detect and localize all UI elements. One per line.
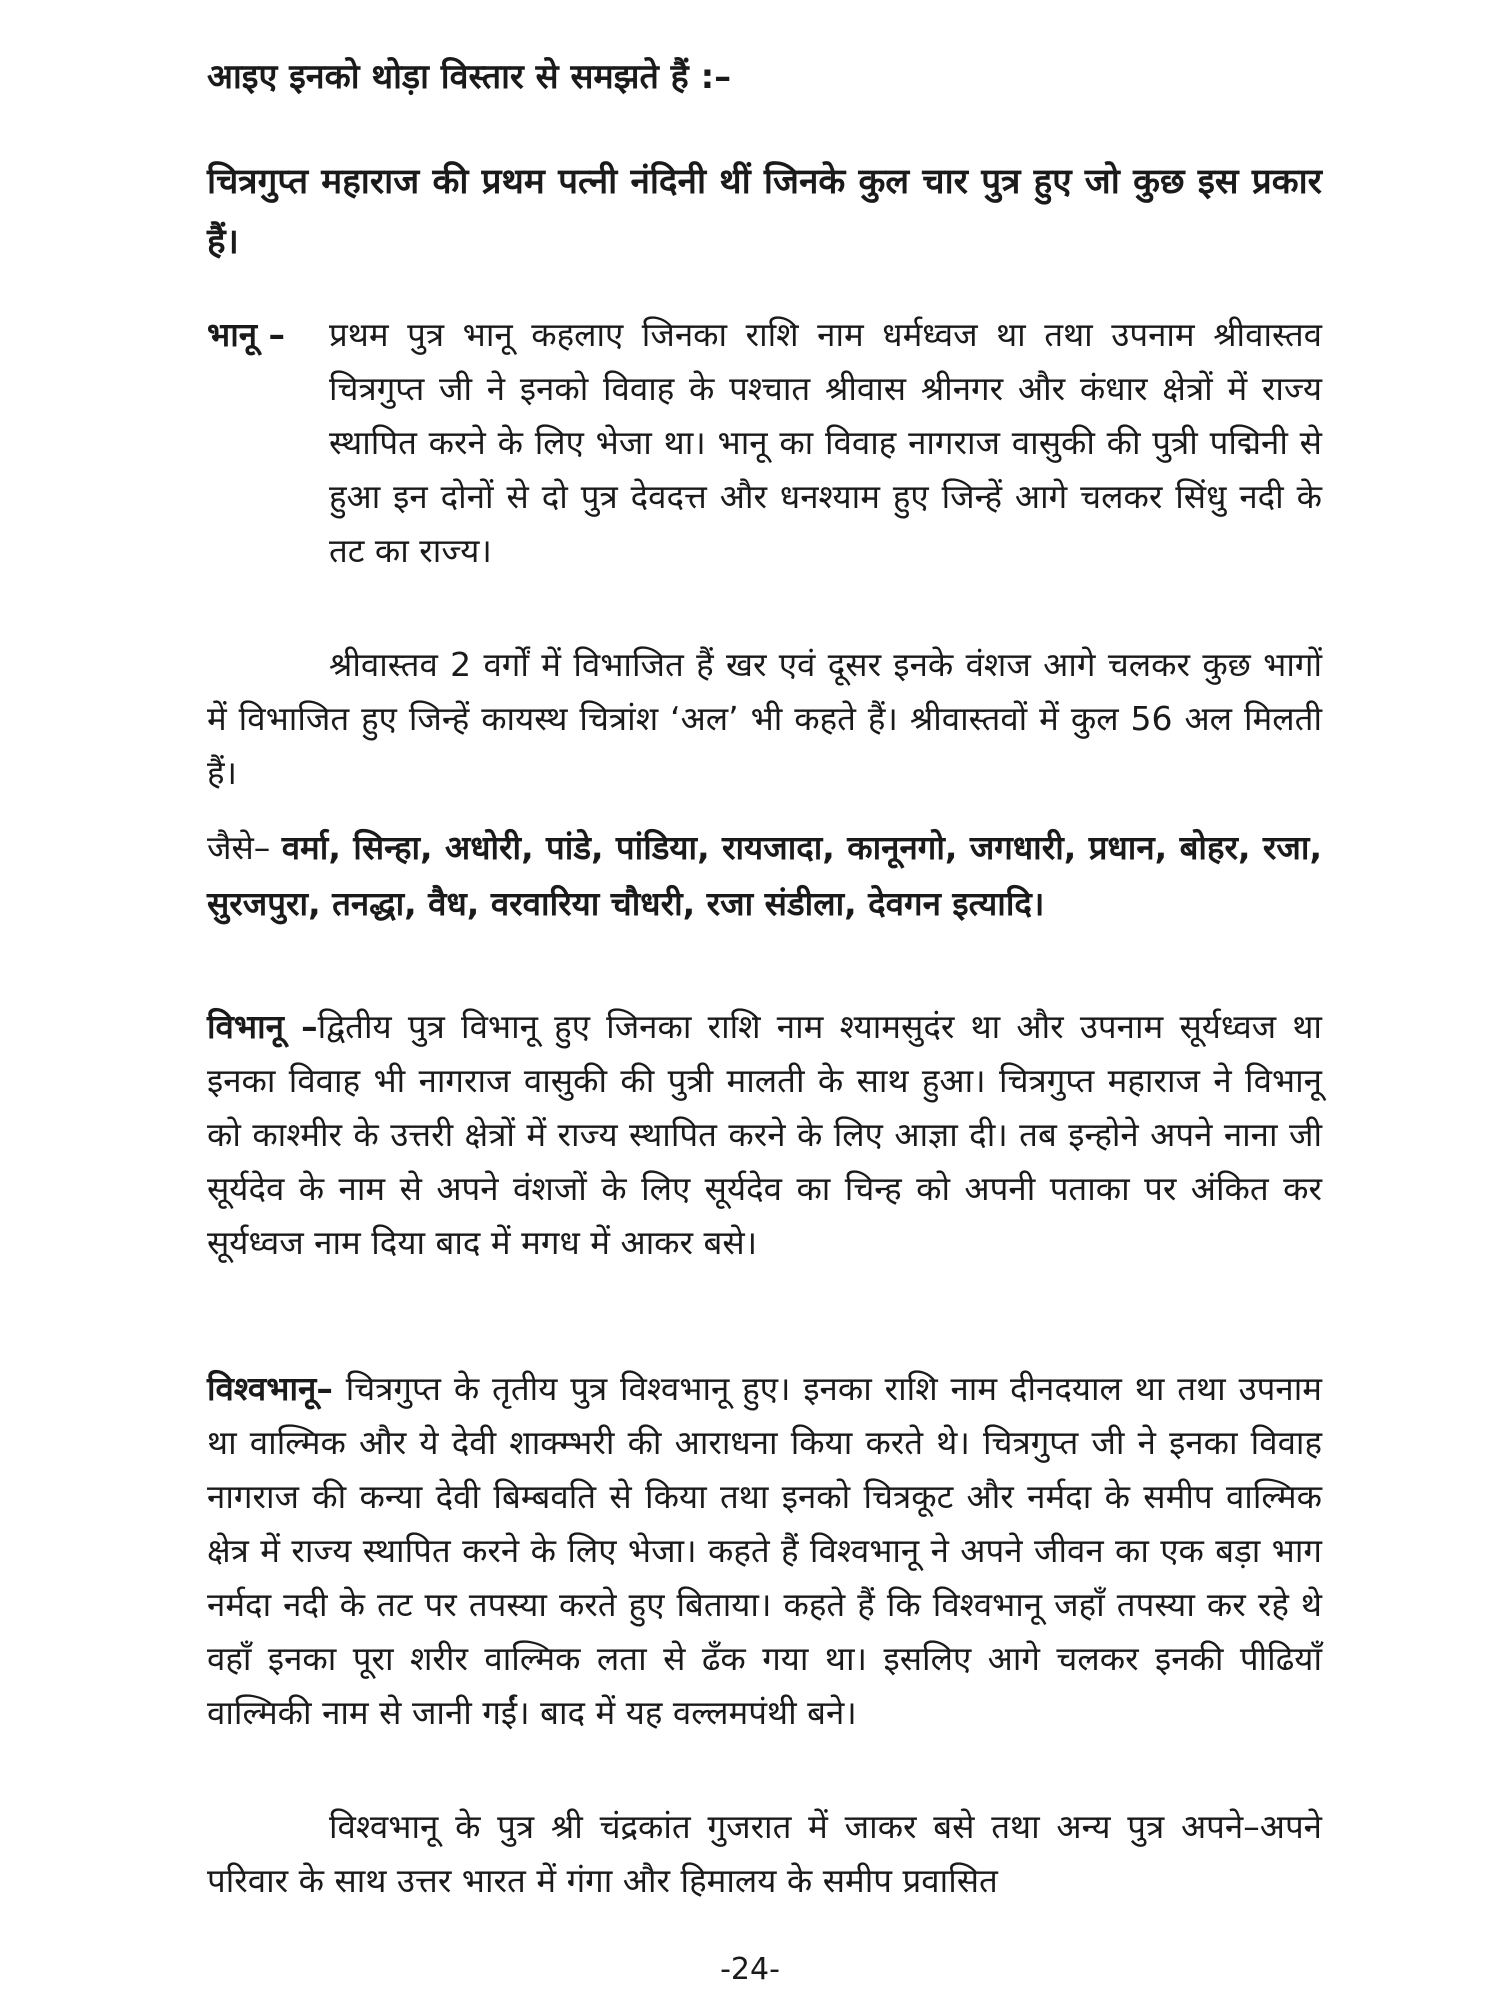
page-number: -24- — [720, 1952, 780, 1987]
vishwabhanu-section — [207, 1362, 1322, 1740]
srivastav-paragraph: श्रीवास्तव 2 वर्गों में विभाजित हैं खर एवं दूसर इनके वंशज आगे चलकर कुछ भागों में विभाजित हुए जिन्हें कायस्थ चित्रांश ‘अल’ भी कहते हैं। श्रीवास्तवों में कुल 56 अल मिलती हैं। — [207, 645, 1322, 792]
chandrakant-paragraph: विश्वभानू के पुत्र श्री चंद्रकांत गुजरात में जाकर बसे तथा अन्य पुत्र अपने–अपने परिवार के साथ उत्तर भारत में गंगा और हिमालय के समीप प्रवासित — [207, 1807, 1322, 1900]
intro-paragraph: चित्रगुप्त महाराज की प्रथम पत्नी नंदिनी थीं जिनके कुल चार पुत्र हुए जो कुछ इस प्रकार हैं। — [207, 162, 1322, 262]
section-heading: आइए इनको थोड़ा विस्तार से समझते हैं :– — [207, 57, 732, 97]
bhanu-text: प्रथम पुत्र भानू कहलाए जिनका राशि नाम धर्मध्वज था तथा उपनाम श्रीवास्तव चित्रगुप्त जी ने इनको विवाह के पश्चात श्रीवास श्रीनगर और कंधार क्षेत्रों में राज्य स्थापित करने के लिए भेजा था। भानू का विवाह नागराज वासुकी की पुत्री पद्मिनी से हुआ इन दोनों से दो पुत्र देवदत्त और धनश्याम हुए जिन्हें आगे चलकर सिंधु नदी के तट का राज्य। — [329, 315, 1322, 570]
examples-prefix: जैसे– — [207, 828, 282, 867]
vishwabhanu-label: विश्वभानू– — [207, 1369, 333, 1408]
vibhanu-label: विभानू – — [207, 1007, 318, 1046]
examples-list: वर्मा, सिन्हा, अधोरी, पांडे, पांडिया, रायजादा, कानूनगो, जगधारी, प्रधान, बोहर, रजा, सुरजपुरा, तनद्धा, वैध, वरवारिया चौधरी, रजा संडीला, देवगन इत्यादि। — [207, 828, 1322, 923]
bhanu-section — [207, 308, 1322, 578]
vishwabhanu-text: चित्रगुप्त के तृतीय पुत्र विश्वभानू हुए। इनका राशि नाम दीनदयाल था तथा उपनाम था वाल्मिक और ये देवी शाक्म्भरी की आराधना किया करते थे। चित्रगुप्त जी ने इनका विवाह नागराज की कन्या देवी बिम्बवति से किया तथा इनको चित्रकूट और नर्मदा के समीप वाल्मिक क्षेत्र में राज्य स्थापित करने के लिए भेजा। कहते हैं विश्वभानू ने अपने जीवन का एक बड़ा भाग नर्मदा नदी के तट पर तपस्या करते हुए बिताया। कहते हैं कि विश्वभानू जहाँ तपस्या कर रहे थे वहाँ इनका पूरा शरीर वाल्मिक लता से ढँक गया था। इसलिए आगे चलकर इनकी पीढियाँ वाल्मिकी नाम से जानी गईं। बाद में यह वल्लमपंथी बने। — [207, 1369, 1322, 1732]
bhanu-label: भानू – — [207, 315, 286, 354]
examples-paragraph — [207, 820, 1322, 932]
vibhanu-text: द्वितीय पुत्र विभानू हुए जिनका राशि नाम श्यामसुदंर था और उपनाम सूर्यध्वज था इनका विवाह भी नागराज वासुकी की पुत्री मालती के साथ हुआ। चित्रगुप्त महाराज ने विभानू को काश्मीर के उत्तरी क्षेत्रों में राज्य स्थापित करने के लिए आज्ञा दी। तब इन्होने अपने नाना जी सूर्यदेव के नाम से अपने वंशजों के लिए सूर्यदेव का चिन्ह को अपनी पताका पर अंकित कर सूर्यध्वज नाम दिया बाद में मगध में आकर बसे। — [207, 1007, 1322, 1262]
vibhanu-section — [207, 1000, 1322, 1270]
